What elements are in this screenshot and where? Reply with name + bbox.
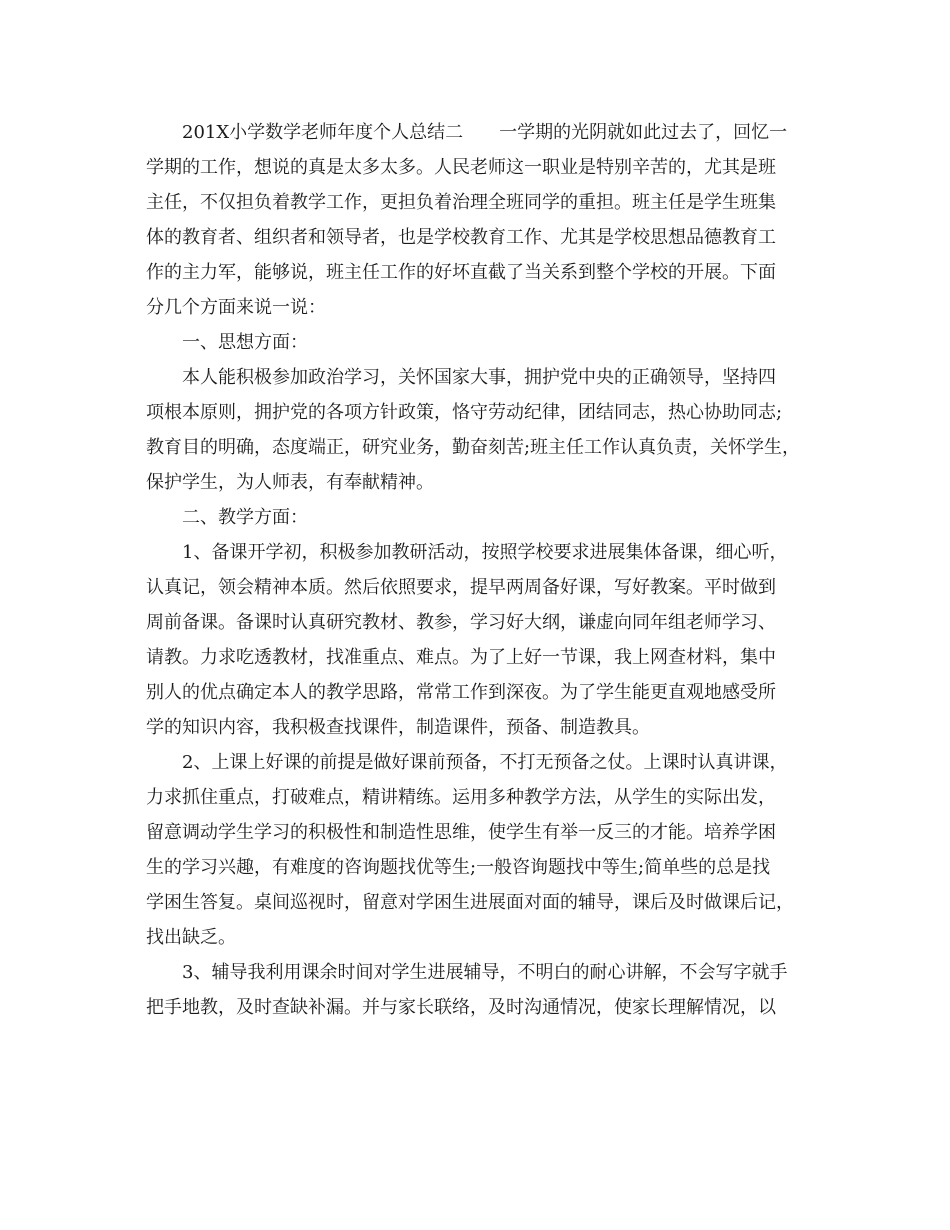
paragraph-line: 主任，不仅担负着教学工作，更担负着治理全班同学的重担。班主任是学生班集 (146, 192, 776, 213)
paragraph-line: 留意调动学生学习的积极性和制造性思维，使学生有举一反三的才能。培养学困 (146, 822, 776, 843)
paragraph-line: 学的知识内容，我积极查找课件，制造课件，预备、制造教具。 (146, 717, 650, 738)
paragraph-line: 体的教育者、组织者和领导者，也是学校教育工作、尤其是学校思想品德教育工 (146, 227, 776, 248)
paragraph-line: 找出缺乏。 (146, 927, 236, 948)
paragraph-line: 请教。力求吃透教材，找准重点、难点。为了上好一节课，我上网查材料，集中 (146, 647, 776, 668)
paragraph-line: 力求抓住重点，打破难点，精讲精练。运用多种教学方法，从学生的实际出发， (146, 787, 776, 808)
paragraph-line: 别人的优点确定本人的教学思路，常常工作到深夜。为了学生能更直观地感受所 (146, 682, 776, 703)
section-heading: 二、教学方面： (182, 507, 308, 528)
paragraph-line: 学困生答复。桌间巡视时，留意对学困生进展面对面的辅导，课后及时做课后记， (146, 892, 794, 913)
paragraph-line: 周前备课。备课时认真研究教材、教参，学习好大纲，谦虚向同年组老师学习、 (146, 612, 776, 633)
paragraph-line: 项根本原则，拥护党的各项方针政策，恪守劳动纪律，团结同志，热心协助同志; (146, 402, 783, 423)
section-heading: 一、思想方面： (182, 332, 308, 353)
paragraph-line: 1、备课开学初，积极参加教研活动，按照学校要求进展集体备课，细心听， (182, 542, 788, 563)
paragraph-line: 保护学生，为人师表，有奉献精神。 (146, 472, 434, 493)
paragraph-line: 生的学习兴趣，有难度的咨询题找优等生;一般咨询题找中等生;简单些的总是找 (146, 857, 771, 878)
paragraph-line: 201X小学数学老师年度个人总结二 一学期的光阴就如此过去了，回忆一 (182, 122, 788, 143)
paragraph-line: 本人能积极参加政治学习，关怀国家大事，拥护党中央的正确领导，坚持四 (182, 367, 776, 388)
paragraph-line: 作的主力军，能够说，班主任工作的好坏直截了当关系到整个学校的开展。下面 (146, 262, 776, 283)
paragraph-line: 学期的工作，想说的真是太多太多。人民老师这一职业是特别辛苦的，尤其是班 (146, 157, 776, 178)
paragraph-line: 分几个方面来说一说： (146, 297, 326, 318)
paragraph-line: 3、辅导我利用课余时间对学生进展辅导，不明白的耐心讲解，不会写字就手 (182, 962, 788, 983)
paragraph-line: 把手地教，及时查缺补漏。并与家长联络，及时沟通情况，使家长理解情况，以 (146, 997, 776, 1018)
paragraph-line: 教育目的明确，态度端正，研究业务，勤奋刻苦;班主任工作认真负责，关怀学生， (146, 437, 801, 458)
paragraph-line: 认真记，领会精神本质。然后依照要求，提早两周备好课，写好教案。平时做到 (146, 577, 776, 598)
paragraph-line: 2、上课上好课的前提是做好课前预备，不打无预备之仗。上课时认真讲课， (182, 752, 788, 773)
